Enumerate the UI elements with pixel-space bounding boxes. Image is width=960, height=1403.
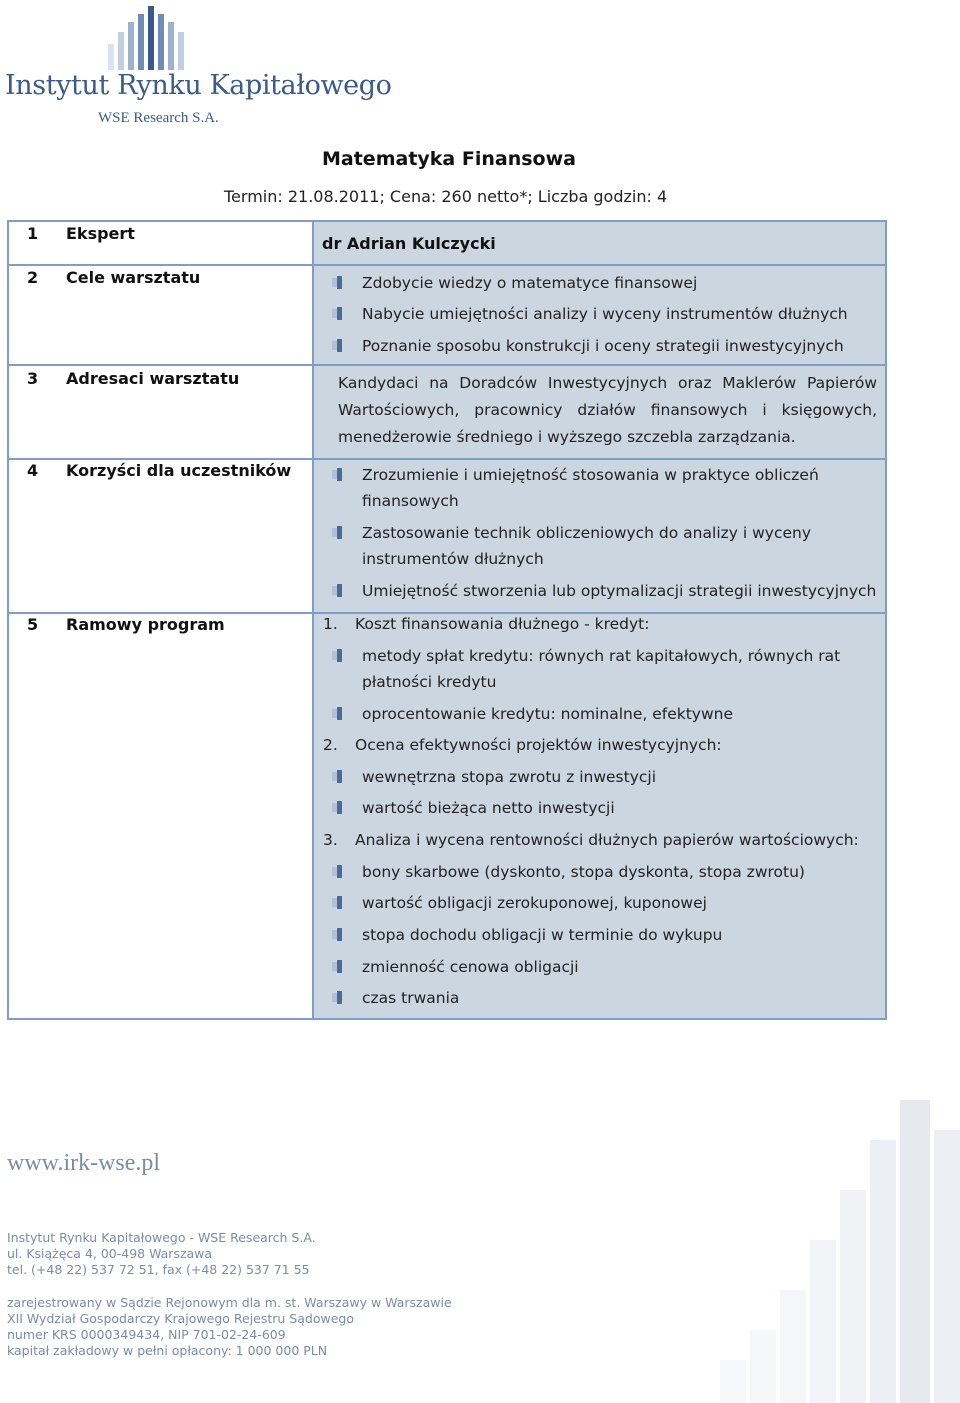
logo-title: Instytut Rynku Kapitałowego <box>5 70 392 101</box>
course-meta: Termin: 21.08.2011; Cena: 260 netto*; Liczba godzin: 4 <box>224 187 668 206</box>
bullet-icon <box>332 928 344 941</box>
row-divider <box>7 458 887 460</box>
program-item: zmienność cenowa obligacji <box>362 958 579 976</box>
audience-line: Kandydaci na Doradców Inwestycyjnych oraz Maklerów Papierów <box>338 374 877 392</box>
footer-registry-line: zarejestrowany w Sądzie Rejonowym dla m. st. Warszawy w Warszawie <box>7 1295 452 1310</box>
program-section-number: 1. <box>323 615 338 633</box>
program-section-title: Analiza i wycena rentowności dłużnych papierów wartościowych: <box>355 831 859 849</box>
row-number: 1 <box>27 224 39 243</box>
row-number: 3 <box>27 369 39 388</box>
bullet-icon <box>332 770 344 783</box>
footer-address-line: ul. Książęca 4, 00-498 Warszawa <box>7 1246 213 1261</box>
benefit-item: Zrozumienie i umiejętność stosowania w praktyce obliczeń <box>362 466 819 484</box>
row-divider <box>7 220 887 222</box>
benefit-item: Umiejętność stworzenia lub optymalizacji strategii inwestycyjnych <box>362 582 877 600</box>
program-item: metody spłat kredytu: równych rat kapitałowych, równych rat <box>362 647 841 665</box>
bullet-icon <box>332 865 344 878</box>
benefit-item: Zastosowanie technik obliczeniowych do analizy i wyceny <box>362 524 811 542</box>
footer-registry-line: XII Wydział Gospodarczy Krajowego Rejestru Sądowego <box>7 1311 354 1326</box>
footer-address-line: Instytut Rynku Kapitałowego - WSE Research S.A. <box>7 1230 316 1245</box>
row-number: 4 <box>27 461 39 480</box>
bullet-icon <box>332 307 344 320</box>
row-number: 2 <box>27 268 39 287</box>
row-label-program: Ramowy program <box>66 615 225 634</box>
logo <box>2 4 392 126</box>
row-label-benefits: Korzyści dla uczestników <box>66 461 292 480</box>
program-section-title: Koszt finansowania dłużnego - kredyt: <box>355 615 650 633</box>
footer-registry-line: numer KRS 0000349434, NIP 701-02-24-609 <box>7 1327 286 1342</box>
program-item: stopa dochodu obligacji w terminie do wykupu <box>362 926 723 944</box>
program-section-number: 2. <box>323 736 338 754</box>
bullet-icon <box>332 468 344 481</box>
goal-item: Zdobycie wiedzy o matematyce finansowej <box>362 274 698 292</box>
bullet-icon <box>332 339 344 352</box>
page-title: Matematyka Finansowa <box>322 148 576 170</box>
bullet-icon <box>332 991 344 1004</box>
row-number: 5 <box>27 615 39 634</box>
bullet-icon <box>332 276 344 289</box>
bullet-icon <box>332 649 344 662</box>
program-item: wartość obligacji zerokuponowej, kuponowej <box>362 894 707 912</box>
audience-line: menedżerowie średniego i wyższego szczebla zarządzania. <box>338 428 796 446</box>
program-item: oprocentowanie kredytu: nominalne, efektywne <box>362 705 734 723</box>
goal-item: Poznanie sposobu konstrukcji i oceny strategii inwestycyjnych <box>362 337 844 355</box>
row-divider <box>7 264 887 266</box>
program-item: bony skarbowe (dyskonto, stopa dyskonta, stopa zwrotu) <box>362 863 805 881</box>
row-divider <box>7 364 887 366</box>
benefit-item-cont: instrumentów dłużnych <box>362 550 544 568</box>
bullet-icon <box>332 707 344 720</box>
audience-line: Wartościowych, pracownicy działów finansowych i księgowych, <box>338 401 877 419</box>
row-label-audience: Adresaci warsztatu <box>66 369 240 388</box>
footer-registry-line: kapitał zakładowy w pełni opłacony: 1 000 000 PLN <box>7 1343 328 1358</box>
row-label-expert: Ekspert <box>66 224 135 243</box>
footer-website: www.irk-wse.pl <box>7 1150 161 1176</box>
benefit-item-cont: finansowych <box>362 492 459 510</box>
expert-name: dr Adrian Kulczycki <box>322 234 496 253</box>
bullet-icon <box>332 526 344 539</box>
bullet-icon <box>332 896 344 909</box>
program-item-cont: płatności kredytu <box>362 673 497 691</box>
program-item: wartość bieżąca netto inwestycji <box>362 799 615 817</box>
goal-item: Nabycie umiejętności analizy i wyceny instrumentów dłużnych <box>362 305 848 323</box>
program-section-number: 3. <box>323 831 338 849</box>
decorative-bars-graphic <box>690 1100 960 1403</box>
row-label-goals: Cele warsztatu <box>66 268 201 287</box>
bullet-icon <box>332 801 344 814</box>
bullet-icon <box>332 584 344 597</box>
program-item: czas trwania <box>362 989 460 1007</box>
program-item: wewnętrzna stopa zwrotu z inwestycji <box>362 768 657 786</box>
logo-bars-graphic <box>102 4 192 70</box>
row-divider <box>7 1018 887 1020</box>
program-section-title: Ocena efektywności projektów inwestycyjnych: <box>355 736 722 754</box>
bullet-icon <box>332 960 344 973</box>
footer-address-line: tel. (+48 22) 537 72 51, fax (+48 22) 537 71 55 <box>7 1262 310 1277</box>
logo-subtitle: WSE Research S.A. <box>98 110 219 126</box>
